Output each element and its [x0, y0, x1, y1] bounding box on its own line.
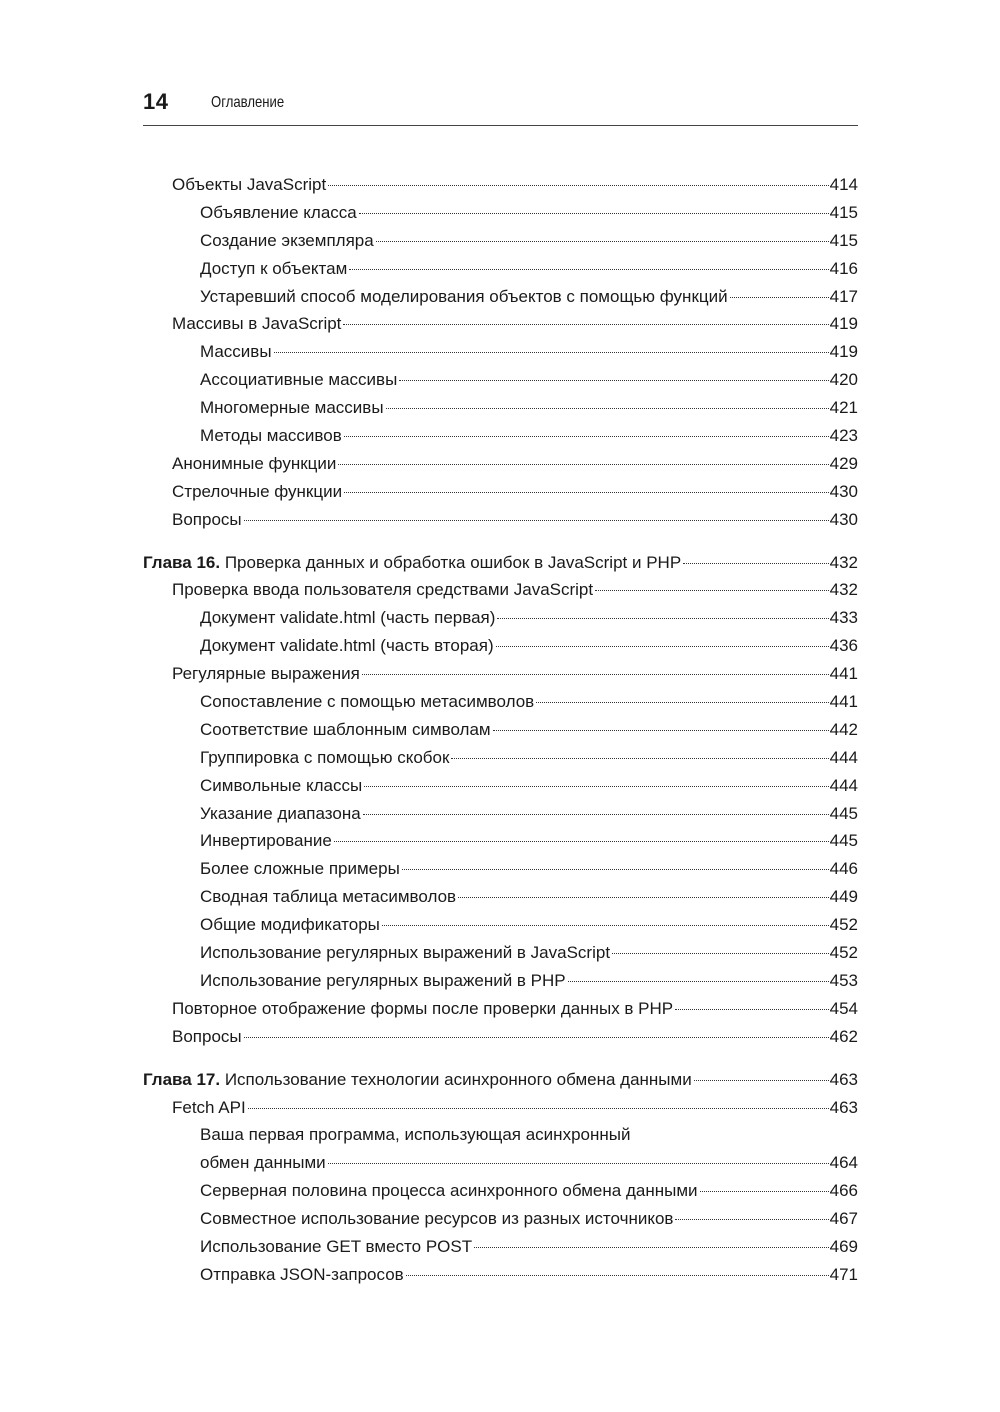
- toc-entry-text: Методы массивов: [200, 426, 342, 446]
- toc-entry: [200, 1149, 858, 1177]
- toc-page-number: 445: [829, 831, 858, 851]
- toc-entry-text: Регулярные выражения: [172, 664, 360, 684]
- page-header: [143, 88, 858, 126]
- toc-entry: [143, 1205, 858, 1233]
- toc-entry-text: Объявление класса: [200, 202, 357, 222]
- toc-entry: [143, 199, 858, 227]
- toc-entry-multiline: [143, 1121, 858, 1177]
- toc-page-number: 464: [829, 1153, 858, 1173]
- toc-entry: [143, 660, 858, 688]
- toc-entry: [143, 911, 858, 939]
- toc-entry-title: [172, 995, 673, 1023]
- toc-entry-title-line1: Ваша первая программа, использующая асинхронный: [200, 1125, 631, 1145]
- dot-leader: [694, 1079, 829, 1081]
- toc-page-number: 469: [829, 1236, 858, 1256]
- dot-leader: [328, 184, 828, 186]
- toc-entry-text: Вопросы: [172, 1026, 242, 1046]
- toc-entry: [143, 855, 858, 883]
- toc-entry-text: Доступ к объектам: [200, 258, 348, 278]
- toc-entry: [143, 422, 858, 450]
- toc-entry-text: Группировка с помощью скобок: [200, 747, 450, 767]
- toc-entry-text: Вопросы: [172, 509, 242, 529]
- toc-entry-title: [200, 366, 397, 394]
- toc-entry-title: [200, 283, 728, 311]
- dot-leader: [338, 463, 828, 465]
- toc-page-number: 430: [829, 509, 858, 529]
- toc-entry-text: Массивы: [200, 342, 272, 362]
- toc-entry: [143, 1177, 858, 1205]
- dot-leader: [362, 673, 829, 675]
- toc-entry-title: [200, 338, 272, 366]
- toc-entry: [143, 478, 858, 506]
- toc-entry-title: [200, 800, 361, 828]
- toc-entry-title: [200, 1149, 326, 1177]
- toc-entry-text: Объекты JavaScript: [172, 175, 327, 194]
- toc-entry-text: обмен данными: [200, 1153, 326, 1173]
- dot-leader: [274, 351, 829, 353]
- dot-leader: [328, 1162, 829, 1164]
- toc-entry-text: Сопоставление с помощью метасимволов: [200, 692, 535, 712]
- dot-leader: [612, 952, 829, 954]
- dot-leader: [344, 435, 829, 437]
- toc-entry-title: [172, 1094, 246, 1122]
- toc-entry-title: [200, 199, 357, 227]
- toc-entry-text: Проверка данных и обработка ошибок в JavaScript и PHP: [224, 552, 682, 572]
- toc-entry: [143, 883, 858, 911]
- toc-entry: [143, 967, 858, 995]
- toc-entry: [143, 688, 858, 716]
- table-of-contents: [143, 171, 858, 1289]
- toc-entry: [143, 310, 858, 338]
- dot-leader: [496, 645, 829, 647]
- toc-page-number: 432: [829, 552, 858, 572]
- toc-entry-text: Устаревший способ моделирования объектов с помощью функций: [200, 286, 728, 306]
- toc-page-number: 463: [829, 1069, 858, 1089]
- toc-page-number: 421: [829, 398, 858, 418]
- toc-page-number: 453: [829, 970, 858, 990]
- toc-entry-title: [200, 255, 347, 283]
- toc-entry-title: [143, 1066, 692, 1094]
- toc-entry-title: [200, 744, 449, 772]
- dot-leader: [382, 924, 829, 926]
- toc-page-number: 429: [829, 453, 858, 473]
- dot-leader: [675, 1008, 828, 1010]
- toc-entry-title: [172, 310, 341, 338]
- toc-entry-text: Указание диапазона: [200, 803, 361, 823]
- toc-chapter-entry: [143, 1066, 858, 1094]
- chapter-label: Глава 17.: [143, 1069, 221, 1089]
- toc-entry-text: Соответствие шаблонным символам: [200, 719, 491, 739]
- toc-entry-text: Использование технологии асинхронного обмена данными: [224, 1069, 692, 1089]
- toc-entry-title: [200, 1177, 698, 1205]
- toc-entry-title: [172, 478, 342, 506]
- toc-entry-text: Ассоциативные массивы: [200, 370, 398, 390]
- toc-entry-title: [200, 688, 534, 716]
- toc-page-number: 444: [829, 747, 858, 767]
- toc-page-number: 467: [829, 1209, 858, 1229]
- toc-entry: [143, 995, 858, 1023]
- toc-entry: [143, 338, 858, 366]
- toc-page-number: 471: [829, 1264, 858, 1284]
- toc-entry-title: [172, 450, 336, 478]
- toc-entry: [143, 394, 858, 422]
- dot-leader: [700, 1190, 829, 1192]
- dot-leader: [343, 323, 828, 325]
- dot-leader: [244, 519, 829, 521]
- toc-entry-title: [200, 883, 456, 911]
- toc-entry-title: [200, 716, 491, 744]
- toc-page-number: 454: [829, 998, 858, 1018]
- toc-entry-text: Сводная таблица метасимволов: [200, 887, 457, 907]
- toc-entry: [143, 1094, 858, 1122]
- toc-entry-title: [172, 171, 326, 199]
- toc-page-number: 466: [829, 1181, 858, 1201]
- dot-leader: [244, 1036, 829, 1038]
- dot-leader: [399, 379, 828, 381]
- toc-entry: [143, 632, 858, 660]
- toc-entry-title: [200, 394, 384, 422]
- dot-leader: [376, 240, 829, 242]
- dot-leader: [497, 617, 828, 619]
- toc-entry: [143, 366, 858, 394]
- toc-entry-title: [200, 1233, 472, 1261]
- toc-entry-text: Документ validate.html (часть первая): [200, 608, 496, 628]
- toc-page-number: 420: [829, 370, 858, 390]
- dot-leader: [359, 212, 829, 214]
- toc-entry-title: [200, 855, 400, 883]
- toc-entry-text: Совместное использование ресурсов из разных источников: [200, 1209, 674, 1229]
- dot-leader: [406, 1274, 829, 1276]
- toc-page-number: 419: [829, 342, 858, 362]
- dot-leader: [363, 813, 829, 815]
- dot-leader: [334, 840, 829, 842]
- toc-entry: [143, 716, 858, 744]
- dot-leader: [730, 296, 829, 298]
- toc-page-number: 432: [829, 580, 858, 600]
- toc-entry: [143, 227, 858, 255]
- toc-entry-title: [200, 827, 332, 855]
- toc-entry-text: Инвертирование: [200, 831, 332, 851]
- toc-page-number: 452: [829, 915, 858, 935]
- dot-leader: [349, 268, 828, 270]
- toc-page-number: 441: [829, 692, 858, 712]
- toc-page-number: 415: [829, 202, 858, 222]
- toc-page-number: 452: [829, 943, 858, 963]
- toc-entry-text: Общие модификаторы: [200, 915, 380, 935]
- toc-entry: [143, 604, 858, 632]
- dot-leader: [493, 729, 829, 731]
- toc-entry: [143, 744, 858, 772]
- toc-entry-text: Стрелочные функции: [172, 481, 343, 501]
- toc-page-number: 423: [829, 426, 858, 446]
- toc-entry-text: Использование GET вместо POST: [200, 1236, 473, 1256]
- dot-leader: [536, 701, 828, 703]
- toc-entry: [143, 506, 858, 534]
- toc-entry-text: Создание экземпляра: [200, 230, 374, 250]
- dot-leader: [364, 785, 828, 787]
- toc-page-number: 446: [829, 859, 858, 879]
- toc-page-number: 433: [829, 608, 858, 628]
- toc-page-number: 414: [829, 175, 858, 194]
- toc-entry-title: [200, 939, 610, 967]
- toc-entry: [143, 827, 858, 855]
- toc-entry-text: Повторное отображение формы после проверки данных в PHP: [172, 998, 674, 1018]
- dot-leader: [683, 562, 828, 564]
- toc-entry: [143, 450, 858, 478]
- dot-leader: [402, 868, 829, 870]
- toc-entry-title: [200, 227, 374, 255]
- toc-entry-title: [200, 772, 362, 800]
- toc-entry-text: Многомерные массивы: [200, 398, 384, 418]
- toc-entry-title: [200, 604, 495, 632]
- toc-entry-title: [172, 506, 242, 534]
- toc-entry-text: Символьные классы: [200, 775, 363, 795]
- toc-entry: [143, 576, 858, 604]
- toc-entry: [143, 171, 858, 199]
- dot-leader: [458, 896, 829, 898]
- toc-entry-text: Использование регулярных выражений в JavaScript: [200, 943, 611, 963]
- toc-chapter-entry: [143, 549, 858, 577]
- running-title: Оглавление: [211, 94, 285, 111]
- toc-entry: [143, 1233, 858, 1261]
- dot-leader: [595, 589, 829, 591]
- toc-entry: [143, 283, 858, 311]
- toc-entry-text: Отправка JSON-запросов: [200, 1264, 404, 1284]
- toc-entry-text: Fetch API: [172, 1097, 246, 1117]
- toc-entry-title: [200, 1205, 673, 1233]
- toc-entry-title: [172, 1023, 242, 1051]
- toc-entry-text: Использование регулярных выражений в PHP: [200, 970, 566, 990]
- toc-page-number: 417: [829, 286, 858, 306]
- toc-entry-title: [172, 576, 593, 604]
- dot-leader: [474, 1246, 829, 1248]
- toc-entry-title: [200, 967, 566, 995]
- toc-page-number: 415: [829, 230, 858, 250]
- toc-entry: [143, 800, 858, 828]
- dot-leader: [248, 1107, 829, 1109]
- toc-entry-text: Серверная половина процесса асинхронного обмена данными: [200, 1181, 698, 1201]
- toc-entry-text: Анонимные функции: [172, 453, 337, 473]
- toc-entry-title: [200, 422, 342, 450]
- toc-entry-title: [200, 632, 494, 660]
- chapter-label: Глава 16.: [143, 552, 221, 572]
- toc-entry: [143, 1023, 858, 1051]
- dot-leader: [675, 1218, 828, 1220]
- toc-entry-text: Документ validate.html (часть вторая): [200, 636, 494, 656]
- toc-page-number: 444: [829, 775, 858, 795]
- toc-page-number: 463: [829, 1097, 858, 1117]
- dot-leader: [568, 980, 829, 982]
- toc-entry-title: [172, 660, 360, 688]
- toc-page-number: 416: [829, 258, 858, 278]
- toc-page-number: 442: [829, 719, 858, 739]
- toc-entry: [143, 939, 858, 967]
- toc-entry-text: Массивы в JavaScript: [172, 314, 342, 334]
- dot-leader: [386, 407, 829, 409]
- toc-entry-text: Более сложные примеры: [200, 859, 400, 879]
- toc-page-number: 445: [829, 803, 858, 823]
- toc-page-number: 449: [829, 887, 858, 907]
- toc-entry-title: [200, 1261, 404, 1289]
- toc-entry: [143, 1261, 858, 1289]
- toc-entry: [143, 772, 858, 800]
- toc-entry-title: [143, 549, 681, 577]
- toc-entry-title: [200, 911, 380, 939]
- toc-page-number: 430: [829, 481, 858, 501]
- toc-page-number: 441: [829, 664, 858, 684]
- dot-leader: [451, 757, 828, 759]
- toc-page-number: 419: [829, 314, 858, 334]
- toc-entry: [143, 255, 858, 283]
- book-page: [143, 0, 858, 1412]
- toc-entry-text: Проверка ввода пользователя средствами JavaScript: [172, 580, 594, 600]
- dot-leader: [344, 491, 829, 493]
- toc-page-number: 436: [829, 636, 858, 656]
- toc-page-number: 462: [829, 1026, 858, 1046]
- page-number: 14: [143, 89, 169, 114]
